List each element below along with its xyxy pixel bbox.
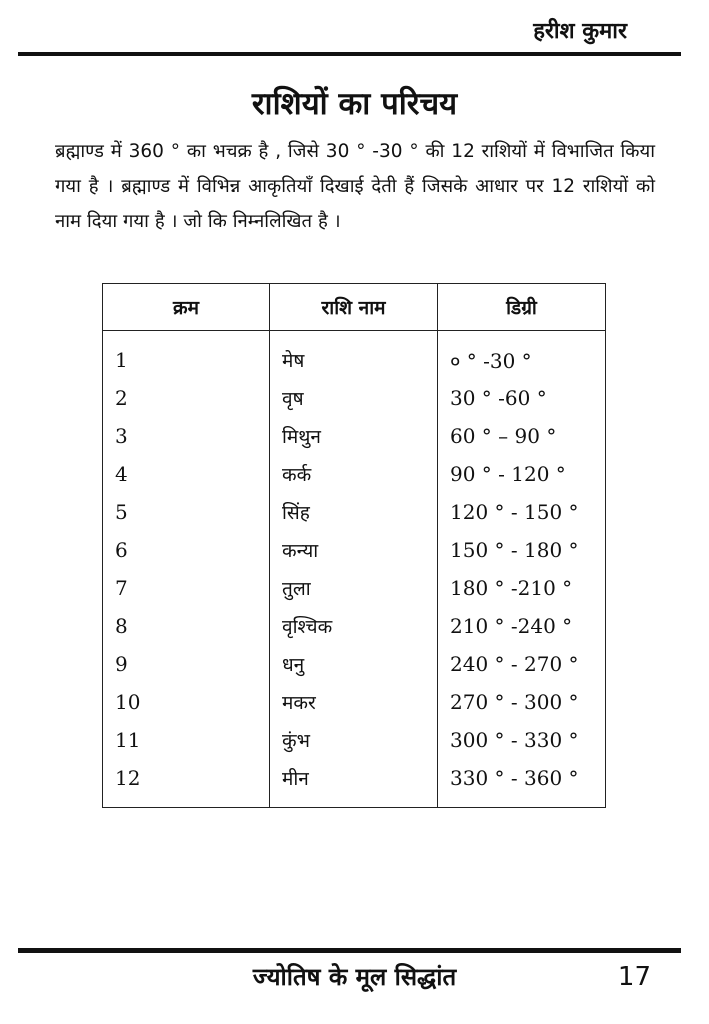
row-serial: 1 (103, 331, 270, 380)
table-header-row (103, 284, 606, 331)
header-author: हरीश कुमार (533, 19, 627, 44)
intro-paragraph: ब्रह्माण्ड में 360 ° का भचक्र है , जिसे 30 ° -30 ° की 12 राशियों में विभाजित किया गया है । ब्रह्माण्ड में विभिन्न आकृतियाँ दिखाई देती हैं जिसके आधार पर 12 राशियों को नाम दिया गया है । जो कि निम्नलिखित है । (55, 141, 655, 232)
row-degree: 60 ° – 90 ° (438, 417, 606, 455)
row-serial: 5 (103, 493, 270, 531)
row-degree: 30 ° -60 ° (438, 379, 606, 417)
page-title: राशियों का परिचय (251, 86, 458, 122)
row-serial: 10 (103, 683, 270, 721)
table-row (103, 759, 606, 808)
row-serial: 6 (103, 531, 270, 569)
row-serial: 8 (103, 607, 270, 645)
table-row (103, 569, 606, 607)
row-serial: 3 (103, 417, 270, 455)
row-rashi-name: तुला (270, 569, 438, 607)
row-rashi-name: वृश्चिक (270, 607, 438, 645)
row-degree: 90 ° - 120 ° (438, 455, 606, 493)
header-serial: क्रम (103, 284, 270, 331)
row-degree: 240 ° - 270 ° (438, 645, 606, 683)
table-row (103, 417, 606, 455)
row-rashi-name: मेष (270, 331, 438, 380)
row-serial: 12 (103, 759, 270, 808)
row-rashi-name: कुंभ (270, 721, 438, 759)
table-row (103, 331, 606, 380)
header-rule (18, 52, 681, 56)
row-rashi-name: वृष (270, 379, 438, 417)
row-degree: 210 ° -240 ° (438, 607, 606, 645)
row-rashi-name: कन्या (270, 531, 438, 569)
table-row (103, 721, 606, 759)
row-degree: 330 ° - 360 ° (438, 759, 606, 808)
row-serial: 4 (103, 455, 270, 493)
row-rashi-name: मीन (270, 759, 438, 808)
table-row (103, 607, 606, 645)
row-rashi-name: सिंह (270, 493, 438, 531)
table-row (103, 531, 606, 569)
footer-rule (18, 948, 681, 953)
row-degree: ० ° -30 ° (438, 331, 606, 380)
row-degree: 180 ° -210 ° (438, 569, 606, 607)
row-serial: 7 (103, 569, 270, 607)
table-row (103, 493, 606, 531)
row-degree: 120 ° - 150 ° (438, 493, 606, 531)
row-degree: 300 ° - 330 ° (438, 721, 606, 759)
row-serial: 9 (103, 645, 270, 683)
row-serial: 2 (103, 379, 270, 417)
row-serial: 11 (103, 721, 270, 759)
row-rashi-name: कर्क (270, 455, 438, 493)
header-degree: डिग्री (438, 284, 606, 331)
row-degree: 150 ° - 180 ° (438, 531, 606, 569)
footer-book-title: ज्योतिष के मूल सिद्धांत (252, 963, 457, 991)
rashi-table (102, 283, 606, 808)
table-row (103, 455, 606, 493)
table-row (103, 379, 606, 417)
table-row (103, 645, 606, 683)
page-number: 17 (617, 962, 651, 992)
row-rashi-name: धनु (270, 645, 438, 683)
row-degree: 270 ° - 300 ° (438, 683, 606, 721)
header-rashi-name: राशि नाम (270, 284, 438, 331)
row-rashi-name: मिथुन (270, 417, 438, 455)
row-rashi-name: मकर (270, 683, 438, 721)
table-row (103, 683, 606, 721)
